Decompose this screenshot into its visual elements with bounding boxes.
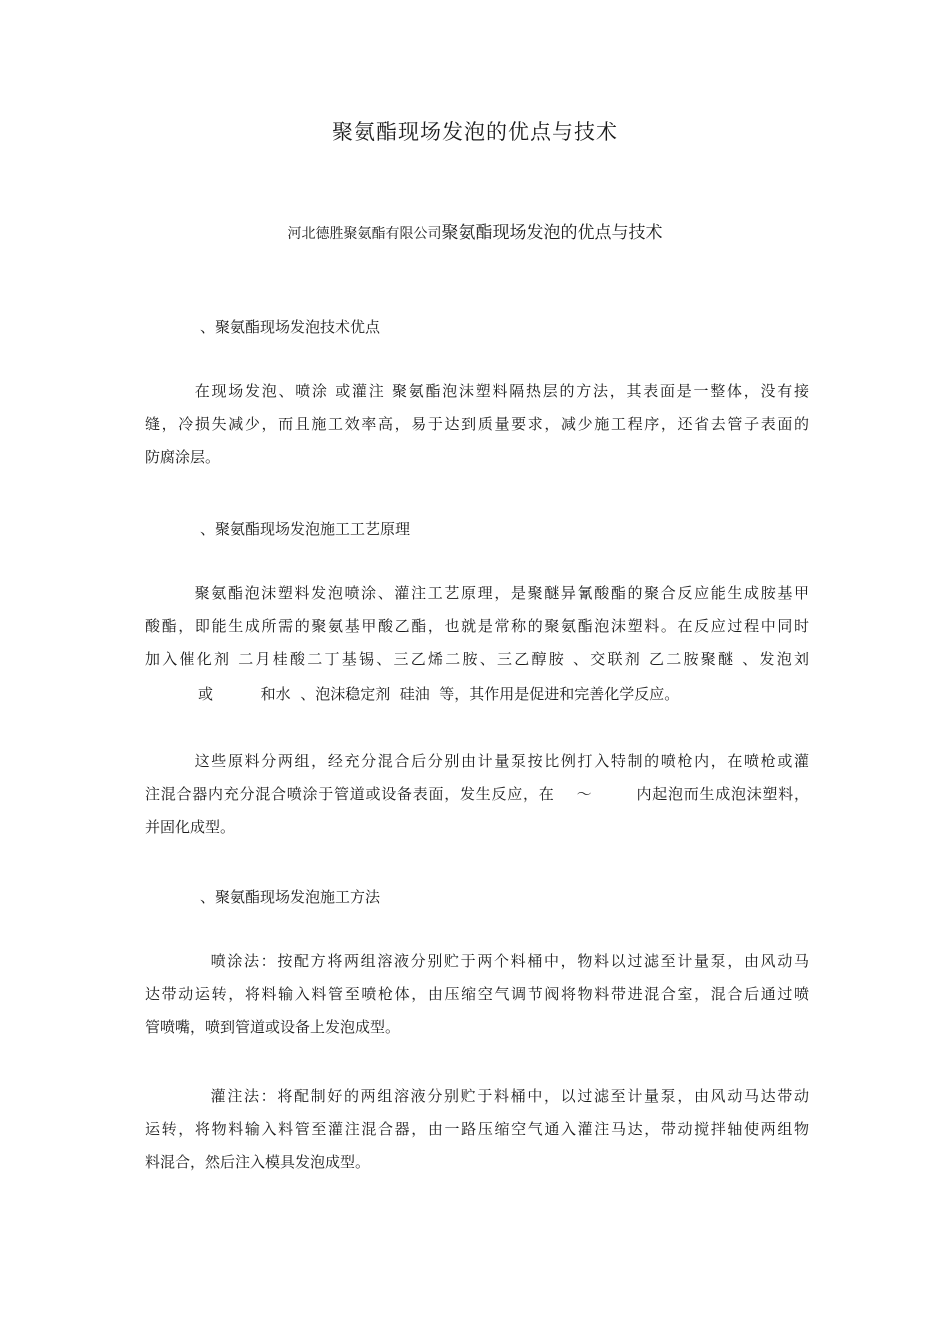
paragraph-line: 运转，将物料输入料管至灌注混合器，由一路压缩空气通入灌注马达，带动搅拌轴使两组物: [145, 1120, 809, 1138]
paragraph-line: 并固化成型。: [145, 818, 236, 836]
subtitle-topic: 聚氨酯现场发泡的优点与技术: [441, 223, 663, 243]
section-heading-principle: 、聚氨酯现场发泡施工工艺原理: [200, 520, 411, 538]
paragraph-line: 达带动运转，将料输入料管至喷枪体，由压缩空气调节阀将物料带进混合室，混合后通过喷: [145, 985, 809, 1003]
paragraph-line: 注混合器内充分混合喷涂于管道或设备表面，发生反应，在 ～ 内起泡而生成泡沫塑料，: [145, 785, 809, 803]
paragraph-line: 聚氨酯泡沫塑料发泡喷涂、灌注工艺原理，是聚醚异氰酸酯的聚合反应能生成胺基甲: [193, 584, 809, 602]
paragraph-line: 管喷嘴，喷到管道或设备上发泡成型。: [145, 1018, 401, 1036]
paragraph-line: 灌注法：将配制好的两组溶液分别贮于料桶中，以过滤至计量泵，由风动马达带动: [209, 1087, 809, 1105]
paragraph-line: 酸酯，即能生成所需的聚氨基甲酸乙酯，也就是常称的聚氨酯泡沫塑料。在反应过程中同时: [145, 617, 809, 635]
paragraph-line: 这些原料分两组，经充分混合后分别由计量泵按比例打入特制的喷枪内，在喷枪或灌: [193, 752, 809, 770]
paragraph-line: 在现场发泡、喷涂 或灌注 聚氨酯泡沫塑料隔热层的方法，其表面是一整体，没有接: [193, 382, 809, 400]
paragraph-pour-method: [145, 1080, 809, 1179]
paragraph-line: 防腐涂层。: [145, 448, 221, 466]
paragraph-principle: [145, 577, 809, 676]
paragraph-advantages: [145, 375, 809, 474]
paragraph-line: 喷涂法：按配方将两组溶液分别贮于两个料桶中，物料以过滤至计量泵，由风动马: [209, 952, 809, 970]
page-title: 聚氨酯现场发泡的优点与技术: [332, 120, 618, 144]
subtitle: [0, 218, 950, 243]
subtitle-company: 河北德胜聚氨酯有限公司: [287, 226, 442, 242]
paragraph-line: 缝，冷损失减少，而且施工效率高，易于达到质量要求，减少施工程序，还省去管子表面的: [145, 415, 809, 433]
section-heading-method: 、聚氨酯现场发泡施工方法: [200, 888, 381, 906]
section-heading-advantages: 、聚氨酯现场发泡技术优点: [200, 318, 381, 336]
paragraph-materials: [145, 745, 809, 844]
paragraph-line: 料混合，然后注入模具发泡成型。: [145, 1153, 371, 1171]
paragraph-spray-method: [145, 945, 809, 1044]
paragraph-line: 或 和水 、泡沫稳定剂 硅油 等，其作用是促进和完善化学反应。: [198, 685, 680, 703]
paragraph-line: 加入催化剂 二月桂酸二丁基锡、三乙烯二胺、三乙醇胺 、交联剂 乙二胺聚醚 、发泡刘: [145, 650, 809, 668]
